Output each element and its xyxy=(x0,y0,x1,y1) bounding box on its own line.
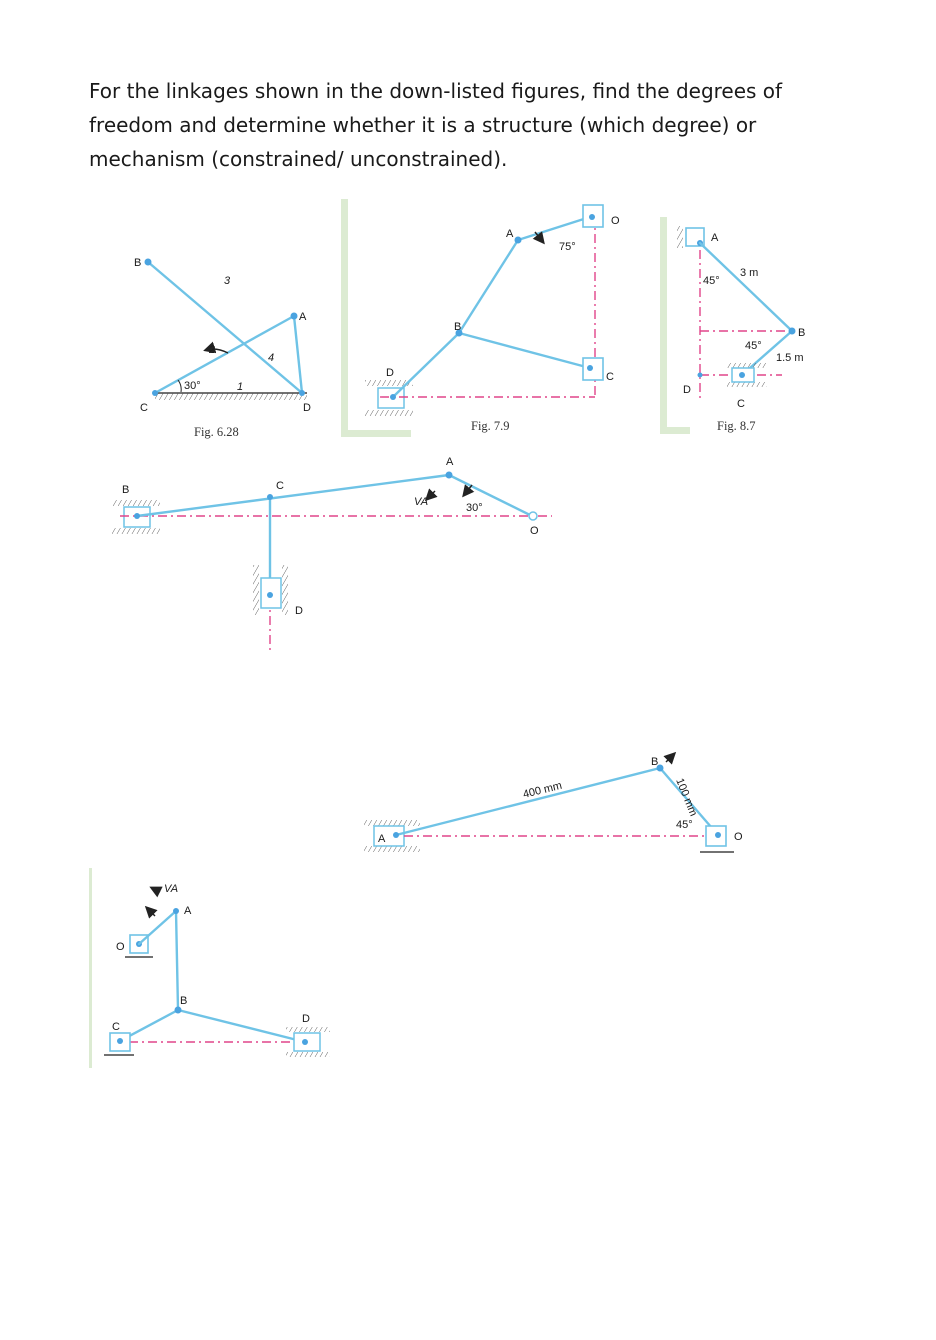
label-angle: 75° xyxy=(559,241,576,253)
caption-fig-7-9: Fig. 7.9 xyxy=(471,419,510,433)
rotation-arrow-icon xyxy=(147,908,155,916)
crank-ao xyxy=(449,475,532,516)
joint-a xyxy=(393,832,399,838)
crank-ao xyxy=(518,217,590,240)
label-va: VA xyxy=(414,496,429,508)
joint-a xyxy=(291,313,298,320)
label-d: D xyxy=(303,402,311,414)
label-c: C xyxy=(276,480,284,492)
label-o: O xyxy=(734,831,743,843)
intro-line-2: freedom and determine whether it is a structure (which degree) or xyxy=(89,113,757,137)
joint-a xyxy=(173,908,179,914)
label-b: B xyxy=(180,995,188,1007)
slider-guide-bottom xyxy=(364,846,420,852)
joint-c xyxy=(152,390,158,396)
figure-8-7 xyxy=(660,217,805,434)
figure-frame-bar xyxy=(89,868,92,1068)
label-angle-2: 45° xyxy=(745,340,762,352)
label-length-bc: 1.5 m xyxy=(776,352,804,364)
joint-c xyxy=(587,365,593,371)
label-c: C xyxy=(140,402,148,414)
label-angle: 30° xyxy=(466,502,483,514)
label-a: A xyxy=(711,232,719,244)
label-o: O xyxy=(116,941,125,953)
label-length-bo: 100 mm xyxy=(673,776,700,818)
joint-a xyxy=(515,237,522,244)
label-c: C xyxy=(737,398,745,410)
slider-c xyxy=(583,358,603,380)
rotation-arrow-icon xyxy=(464,485,472,495)
label-link-3: 3 xyxy=(224,275,231,287)
intro-line-1: For the linkages shown in the down-listed figures, find the degrees of xyxy=(89,79,783,103)
label-b: B xyxy=(122,484,130,496)
label-d: D xyxy=(302,1013,310,1025)
joint-d xyxy=(390,394,396,400)
link-ab xyxy=(396,768,660,835)
label-a: A xyxy=(378,833,386,845)
slider-guide-top xyxy=(364,820,420,826)
label-a: A xyxy=(506,228,514,240)
label-a: A xyxy=(299,311,307,323)
label-b: B xyxy=(134,257,142,269)
label-angle-1: 45° xyxy=(703,275,720,287)
label-a: A xyxy=(446,456,454,468)
label-o: O xyxy=(530,525,539,537)
intro-line-3: mechanism (constrained/ unconstrained). xyxy=(89,147,508,171)
link-ab xyxy=(176,911,178,1010)
velocity-arrow-icon xyxy=(152,888,160,892)
joint-d xyxy=(299,390,305,396)
slider-guide-top xyxy=(286,1027,330,1032)
link-ba xyxy=(137,475,449,516)
label-d: D xyxy=(683,384,691,396)
link-bd xyxy=(178,1010,305,1042)
slider-guide-bottom xyxy=(365,410,413,416)
label-va: VA xyxy=(164,883,179,895)
slider-guide-bottom xyxy=(112,528,160,534)
joint-d xyxy=(698,373,703,378)
label-b: B xyxy=(651,756,659,768)
joint-c xyxy=(117,1038,123,1044)
label-angle: 45° xyxy=(676,819,693,831)
label-link-4: 4 xyxy=(268,352,275,364)
label-angle: 30° xyxy=(184,380,201,392)
pivot-o xyxy=(529,512,537,520)
slider-guide-left xyxy=(253,565,259,615)
joint-b xyxy=(145,259,152,266)
label-c: C xyxy=(112,1021,120,1033)
figure-slider-crank-400mm xyxy=(364,754,743,852)
figure-frame-bar xyxy=(341,199,348,437)
rotation-arrow-icon xyxy=(666,754,674,762)
joint-b xyxy=(789,328,796,335)
slider-guide-right xyxy=(282,565,288,615)
caption-fig-8-7: Fig. 8.7 xyxy=(717,419,756,433)
figure-6-28 xyxy=(134,257,311,439)
label-o: O xyxy=(611,215,620,227)
joint-d xyxy=(267,592,273,598)
joint-o xyxy=(589,214,595,220)
figure-frame-bar xyxy=(341,430,411,437)
joint-a xyxy=(446,472,453,479)
label-b: B xyxy=(454,321,462,333)
figure-crank-slider-lower xyxy=(89,868,330,1068)
joint-c xyxy=(739,372,745,378)
ground-hatch xyxy=(155,393,307,400)
link-ba xyxy=(459,240,518,333)
joint-o xyxy=(715,832,721,838)
label-d: D xyxy=(295,605,303,617)
label-d: D xyxy=(386,367,394,379)
figure-7-9 xyxy=(341,199,620,437)
figure-frame-bar xyxy=(660,427,690,434)
wall-hatch xyxy=(677,226,683,248)
figure-frame-bar xyxy=(660,217,667,433)
joint-d xyxy=(302,1039,308,1045)
joint-b xyxy=(134,513,140,519)
link-ab xyxy=(700,243,792,331)
velocity-arrow-icon xyxy=(427,491,435,499)
label-length-ab: 400 mm xyxy=(521,779,564,801)
link-db xyxy=(393,333,459,397)
joint-b xyxy=(175,1007,182,1014)
label-b: B xyxy=(798,327,806,339)
joint-c xyxy=(267,494,273,500)
crank-oa xyxy=(139,911,176,944)
label-a: A xyxy=(184,905,192,917)
link-bc xyxy=(459,333,590,368)
link-4 xyxy=(294,316,302,393)
label-link-2: 2 xyxy=(209,344,216,356)
label-link-1: 1 xyxy=(237,381,244,393)
caption-fig-6-28: Fig. 6.28 xyxy=(194,425,239,439)
angle-arc-icon xyxy=(178,380,181,392)
label-length-ab: 3 m xyxy=(740,267,759,279)
figure-slider-vertical xyxy=(112,456,552,650)
label-c: C xyxy=(606,371,614,383)
slider-guide-bottom xyxy=(286,1052,330,1057)
slider-guide-top xyxy=(112,500,160,506)
